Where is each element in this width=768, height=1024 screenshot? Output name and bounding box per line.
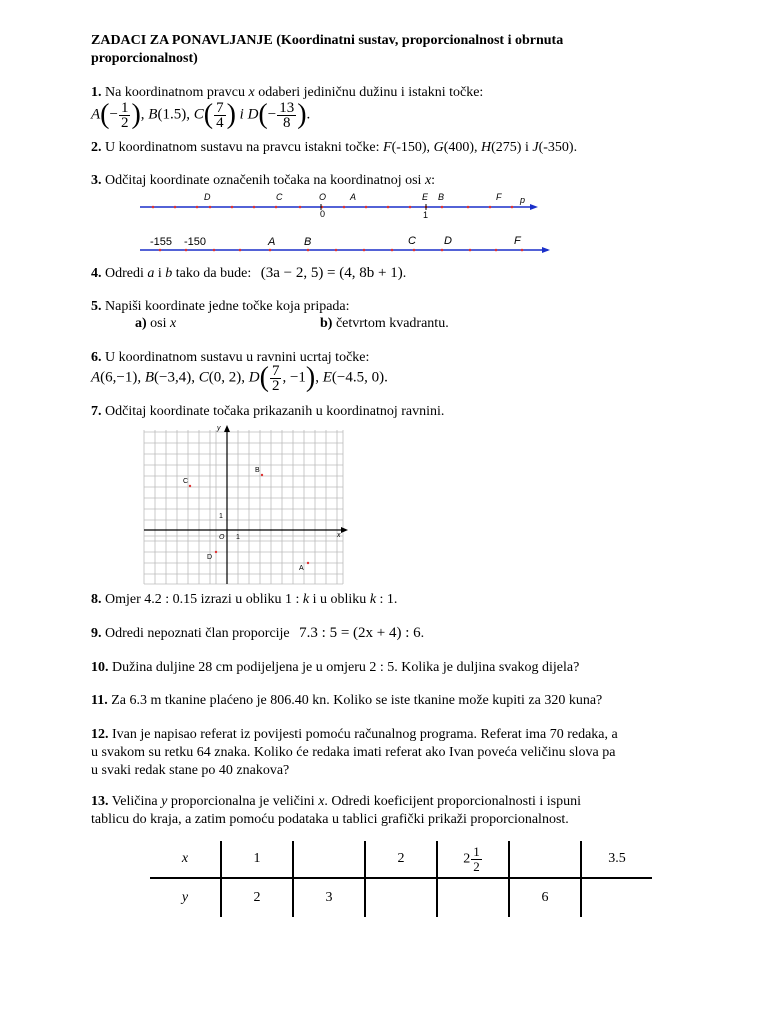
- line1-one: 1: [423, 210, 429, 220]
- number-lines: [130, 190, 550, 260]
- task-9: 9. Odredi nepoznati član proporcije 7.3 : 5 = (2x + 4) : 6.: [91, 625, 425, 641]
- plane-one-y: 1: [219, 513, 223, 520]
- plane-point-b: [261, 474, 263, 476]
- task-5-a: a) osi x: [135, 316, 177, 331]
- line1-label-b: B: [438, 192, 445, 202]
- task-5: 5. Napiši koordinate jedne točke koja pripada:: [91, 299, 350, 314]
- line2-label-m155: -155: [150, 236, 173, 248]
- line1-label-f: F: [496, 192, 502, 202]
- task-11: 11. Za 6.3 m tkanine plaćeno je 806.40 kn. Koliko se iste tkanine može kupiti za 320 kuna?: [91, 693, 603, 708]
- task-7: 7. Odčitaj koordinate točaka prikazanih u koordinatnoj ravnini.: [91, 404, 445, 419]
- line1-zero: 0: [320, 209, 326, 219]
- line2-label-m150: -150: [184, 236, 207, 248]
- proportion-table: [150, 841, 652, 917]
- plane-origin: O: [219, 534, 225, 541]
- line1-label-d: D: [204, 192, 211, 202]
- line1-label-a: A: [350, 192, 357, 202]
- task-4-equation: (3a − 2, 5) = (4, 8b + 1): [260, 265, 403, 281]
- task-3: 3. Odčitaj koordinate označenih točaka na koordinatnoj osi x:: [91, 173, 436, 188]
- line2-label-f: F: [514, 235, 521, 247]
- plane-point-b-label: B: [255, 467, 260, 474]
- task-13: 13. Veličina y proporcionalna je veličini x. Odredi koeficijent proporcionalnosti i ispuni tablicu do kraja, a zatim pomoću podataka u tablici grafički prikaži proporcionalnost.: [91, 794, 582, 827]
- plane-y-label: y: [217, 425, 221, 432]
- plane-point-d-label: D: [207, 554, 213, 561]
- plane-point-c: [189, 485, 191, 487]
- task-1-points: A(− $\frac{1}{2}$ ), B(1.5), C( $\frac{7}{4}$ ) i D(− $\frac{13}{8}$ ).: [91, 99, 311, 131]
- plane-point-a: [307, 562, 309, 564]
- task-1: 1. Na koordinatnom pravcu x odaberi jediničnu dužinu i istakni točke:: [91, 85, 484, 100]
- line2-label-c: C: [408, 235, 416, 247]
- plane-x-label: x: [337, 532, 341, 539]
- table-row-y: y 2 3 6: [150, 878, 652, 917]
- task-6: 6. U koordinatnom sustavu u ravnini ucrtaj točke:: [91, 350, 370, 365]
- task-12: 12. Ivan je napisao referat iz povijesti pomoću računalnog programa. Referat ima 70 redaka, a u svakom su retku 64 znaka. Koliko će redaka imati referat ako Ivan poveća veličinu slova pa u svaki redak stane po 40 znakova?: [91, 727, 618, 778]
- task-2: 2. U koordinatnom sustavu na pravcu istakni točke: F(-150), G(400), H(275) i J(-350).: [91, 140, 578, 155]
- task-5-b: b) četvrtom kvadrantu.: [320, 316, 449, 331]
- coordinate-plane: [140, 424, 350, 588]
- plane-one-x: 1: [236, 534, 240, 541]
- task-9-equation: 7.3 : 5 = (2x + 4) : 6: [299, 625, 421, 641]
- line2-label-b: B: [304, 236, 312, 248]
- line1-label-e: E: [422, 192, 429, 202]
- task-4: 4. Odredi a i b tako da bude: (3a − 2, 5) = (4, 8b + 1).: [91, 265, 407, 281]
- mixed-number-cell[interactable]: 2 $\frac{1}{2}$: [437, 841, 509, 878]
- line2-label-d: D: [444, 235, 452, 247]
- task-6-points: A(6,−1), B(−3,4), C(0, 2), D( $\frac{7}{2}$ , −1), E(−4.5, 0).: [91, 362, 388, 394]
- plane-point-c-label: C: [183, 478, 189, 485]
- line1-label-c: C: [276, 192, 283, 202]
- task-8: 8. Omjer 4.2 : 0.15 izrazi u obliku 1 : k i u obliku k : 1.: [91, 592, 398, 607]
- plane-point-d: [215, 551, 217, 553]
- line1-label-o: O: [319, 192, 327, 202]
- line1-label-p: p: [520, 195, 526, 205]
- task-10: 10. Dužina duljine 28 cm podijeljena je u omjeru 2 : 5. Kolika je duljina svakog dijela?: [91, 660, 580, 675]
- table-row-x: x 1 2 2 $\frac{1}{2}$ 3.5: [150, 841, 652, 878]
- line2-label-a: A: [268, 236, 276, 248]
- plane-point-a-label: A: [299, 565, 304, 572]
- page-title: ZADACI ZA PONAVLJANJE (Koordinatni sustav, proporcionalnost i obrnuta proporcionalnost): [91, 33, 564, 66]
